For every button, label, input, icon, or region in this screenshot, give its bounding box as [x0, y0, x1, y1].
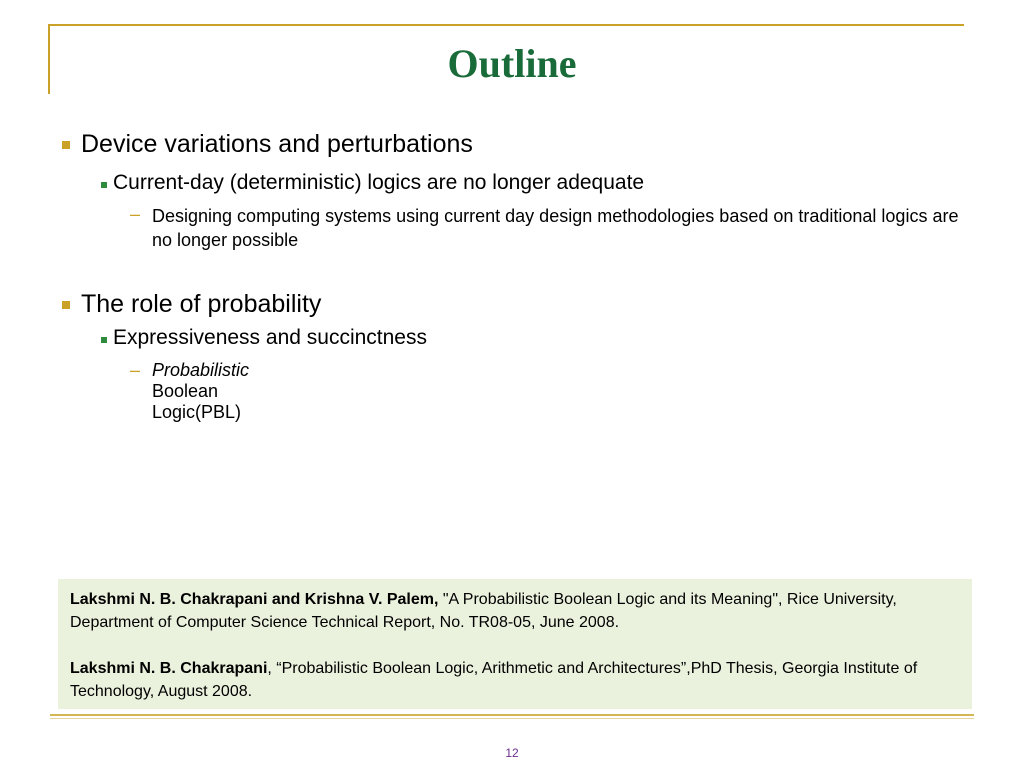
square-bullet-icon	[62, 301, 70, 309]
reference-1	[70, 588, 960, 634]
reference-citation: , “Probabilistic Boolean Logic, Arithmetic and Architectures”,PhD Thesis, Georgia Institute of Technology, August 2008.	[70, 660, 918, 700]
reference-authors: Lakshmi N. B. Chakrapani and Krishna V. Palem,	[70, 591, 439, 608]
square-bullet-icon	[101, 182, 107, 188]
footer-rule	[50, 714, 974, 716]
references-box	[58, 579, 972, 709]
reference-2	[70, 657, 960, 703]
slide-title: Outline	[447, 41, 577, 86]
term-rest: Boolean Logic(PBL)	[152, 381, 242, 422]
reference-citation: "A Probabilistic Boolean Logic and its Meaning", Rice University, Department of Computer Science Technical Report, No. TR08-05, June 2008.	[70, 591, 897, 631]
bullet-text: Current-day (deterministic) logics are no longer adequate	[113, 171, 645, 194]
footer-rule-thin	[50, 718, 974, 719]
page-number: 12	[505, 746, 519, 760]
square-bullet-icon	[101, 337, 107, 343]
bullet-text: Designing computing systems using current day design methodologies based on traditional logics are no longer possible	[152, 206, 959, 250]
square-bullet-icon	[62, 141, 70, 149]
bullet-text: The role of probability	[81, 290, 322, 318]
dash-bullet-icon: –	[130, 204, 141, 224]
reference-authors: Lakshmi N. B. Chakrapani	[70, 660, 268, 677]
bullet-text	[152, 360, 249, 423]
italic-term: Probabilistic	[152, 360, 250, 380]
bullet-text: Expressiveness and succinctness	[113, 326, 427, 349]
frame-top-rule	[48, 24, 964, 26]
dash-bullet-icon: –	[130, 360, 141, 380]
bullet-text: Device variations and perturbations	[81, 130, 473, 158]
